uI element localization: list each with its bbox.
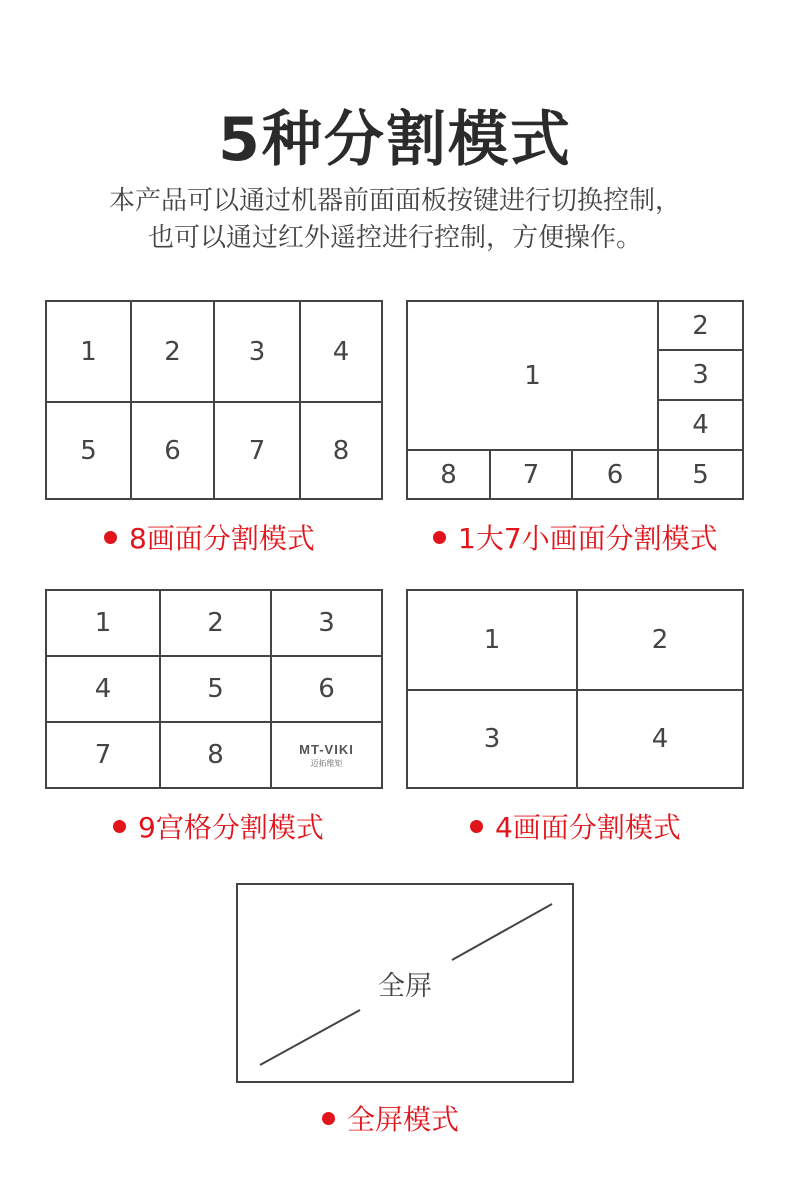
brand-logo: [272, 723, 381, 787]
red-dot-icon: [433, 531, 446, 544]
cell-8: 8: [440, 459, 457, 490]
cell-3: 3: [248, 336, 266, 367]
caption-text: 8画面分割模式: [129, 522, 315, 555]
cell-1: 1: [94, 608, 112, 638]
cell-2: 2: [692, 310, 709, 341]
cell-1: 1: [80, 336, 97, 367]
full-screen-diagram: [236, 883, 574, 1083]
cell-4: 4: [651, 724, 669, 754]
cell-4: 4: [692, 410, 709, 440]
cell-3: 3: [318, 608, 335, 638]
cell-6: 6: [164, 435, 181, 466]
logo-text: MT-VIKI: [299, 741, 354, 757]
eight-split-diagram: [45, 300, 383, 500]
cell-5: 5: [692, 459, 709, 490]
cell-4: 4: [94, 674, 112, 704]
full-screen-label: 全屏: [378, 970, 432, 1002]
cell-7: 7: [94, 740, 112, 770]
cell-5: 5: [207, 674, 224, 704]
four-split-diagram: [406, 589, 744, 789]
caption-text: 4画面分割模式: [495, 811, 681, 844]
cell-6: 6: [318, 674, 335, 704]
cell-big-1: 1: [524, 360, 541, 391]
caption-text: 1大7小画面分割模式: [458, 522, 718, 555]
red-dot-icon: [113, 820, 126, 833]
red-dot-icon: [470, 820, 483, 833]
caption-full-screen: [322, 1098, 459, 1138]
caption-text: 9宫格分割模式: [138, 811, 324, 844]
one-big-seven-small-diagram: [406, 300, 744, 500]
red-dot-icon: [322, 1112, 335, 1125]
caption-one-big-seven: [433, 517, 718, 557]
subtitle-line-2: 也可以通过红外遥控进行控制，方便操作。: [147, 223, 642, 253]
cell-7: 7: [522, 459, 540, 490]
subtitle-line-1: 本产品可以通过机器前面面板按键进行切换控制，: [108, 186, 681, 216]
caption-eight-split: [104, 517, 315, 557]
cell-1: 1: [483, 625, 501, 655]
cell-3: 3: [692, 360, 709, 390]
cell-2: 2: [651, 625, 669, 655]
cell-7: 7: [248, 435, 266, 466]
page-title: 5种分割模式: [218, 105, 572, 175]
cell-3: 3: [483, 724, 501, 754]
cell-5: 5: [80, 435, 97, 466]
logo-subtext: 迈拓维矩: [310, 758, 343, 768]
cell-6: 6: [606, 459, 624, 490]
cell-8: 8: [332, 435, 350, 466]
cell-2: 2: [164, 336, 181, 367]
caption-text: 全屏模式: [347, 1103, 460, 1136]
caption-four-split: [470, 806, 681, 846]
cell-8: 8: [207, 740, 224, 770]
red-dot-icon: [104, 531, 117, 544]
nine-grid-diagram: [45, 589, 383, 789]
cell-2: 2: [207, 608, 224, 638]
caption-nine-grid: [113, 806, 324, 846]
cell-4: 4: [332, 336, 350, 367]
